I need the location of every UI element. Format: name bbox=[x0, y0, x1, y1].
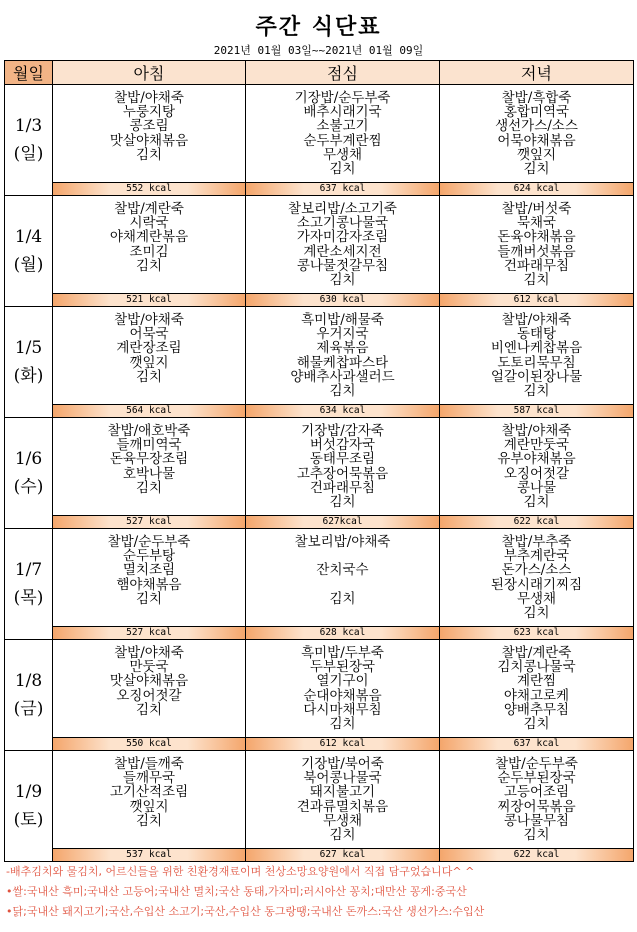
dish-item: 견과류멸치볶음 bbox=[296, 798, 389, 815]
dish-item: 찰밥/버섯죽 bbox=[501, 201, 572, 217]
dish-item: 김치 bbox=[135, 146, 163, 163]
day-date: 1/3 bbox=[14, 116, 43, 136]
breakfast-dishes bbox=[53, 418, 245, 515]
lunch-kcal-bar: 627 kcal bbox=[246, 848, 439, 861]
dish-item: 호박나물 bbox=[122, 465, 176, 482]
dish-item: 찰밥/야채죽 bbox=[114, 645, 184, 661]
lunch-kcal-bar: 630 kcal bbox=[246, 293, 439, 306]
dish-item: 찰밥/순두부죽 bbox=[495, 756, 578, 772]
dish-item: 흑미밥/해물죽 bbox=[301, 312, 384, 328]
dish-item: 찰밥/계란죽 bbox=[114, 201, 184, 217]
header-row bbox=[5, 61, 634, 85]
dish-item: 콩나물젓갈무침 bbox=[296, 257, 389, 274]
day-cell bbox=[5, 418, 53, 529]
day-cell bbox=[5, 196, 53, 307]
day-weekday: (수) bbox=[13, 477, 44, 497]
dish-item: 누룽지탕 bbox=[122, 104, 176, 121]
dish-item: 콩조림 bbox=[129, 118, 169, 135]
day-cell bbox=[5, 529, 53, 640]
day-date: 1/5 bbox=[14, 338, 43, 358]
dinner-cell bbox=[440, 418, 634, 529]
breakfast-dishes bbox=[53, 85, 245, 182]
dish-item: 열기구이 bbox=[316, 673, 369, 690]
dish-item: 김치 bbox=[523, 383, 550, 400]
dish-item: 부추계란국 bbox=[503, 548, 570, 565]
dinner-cell bbox=[440, 751, 634, 862]
dinner-dishes bbox=[440, 307, 633, 404]
dinner-kcal-bar: 624 kcal bbox=[440, 182, 633, 195]
dish-item: 해물케찹파스타 bbox=[296, 354, 389, 371]
breakfast-kcal-bar: 527 kcal bbox=[53, 626, 245, 639]
dish-item: 홍합미역국 bbox=[503, 104, 570, 121]
breakfast-dishes bbox=[53, 196, 245, 293]
dish-item: 김치 bbox=[329, 161, 356, 178]
dinner-kcal-bar: 622 kcal bbox=[440, 515, 633, 528]
dish-item: 제육볶음 bbox=[316, 340, 369, 357]
dish-item: 김치 bbox=[523, 161, 550, 178]
dish-item: 깻잎지 bbox=[516, 146, 557, 163]
breakfast-cell bbox=[53, 307, 246, 418]
day-date: 1/7 bbox=[14, 560, 43, 580]
day-cell bbox=[5, 751, 53, 862]
lunch-cell bbox=[246, 307, 440, 418]
dish-item: 김치 bbox=[135, 812, 163, 829]
breakfast-cell bbox=[53, 751, 246, 862]
dish-item: 찰밥/애호박죽 bbox=[107, 423, 191, 439]
lunch-cell bbox=[246, 529, 440, 640]
dish-item bbox=[246, 578, 439, 592]
dish-item: 찰밥/야채죽 bbox=[114, 312, 184, 328]
lunch-kcal-bar: 627kcal bbox=[246, 515, 439, 528]
dish-item: 김치 bbox=[329, 716, 356, 733]
lunch-cell bbox=[246, 85, 440, 196]
dish-item: 어묵국 bbox=[129, 326, 169, 343]
dish-item: 김치 bbox=[135, 701, 163, 718]
dish-item: 돼지불고기 bbox=[309, 784, 376, 801]
lunch-dishes bbox=[246, 418, 439, 515]
header-breakfast: 아침 bbox=[53, 61, 246, 85]
dish-item: 찰밥/부추죽 bbox=[501, 534, 572, 550]
lunch-kcal-bar: 612 kcal bbox=[246, 737, 439, 750]
day-weekday: (토) bbox=[13, 810, 44, 830]
dinner-dishes bbox=[440, 196, 633, 293]
dish-item: 김치 bbox=[329, 827, 356, 844]
note-line: -배추김치와 물김치, 어르신들을 위한 친환경재료이며 천상소망요양원에서 직접 담구었습니다^ ^ bbox=[6, 865, 475, 878]
dish-item: 찰보리밥/소고기죽 bbox=[288, 201, 397, 217]
day-weekday: (일) bbox=[13, 144, 44, 164]
menu-table bbox=[4, 60, 634, 862]
header-dinner: 저녁 bbox=[440, 61, 634, 85]
dish-item: 배추시래기국 bbox=[303, 104, 382, 121]
date-range: 2021년 01월 03일~~2021년 01월 09일 bbox=[213, 44, 424, 57]
dish-item: 다시마채무침 bbox=[303, 701, 382, 718]
dish-item: 돈가스/소스 bbox=[501, 562, 572, 579]
breakfast-cell bbox=[53, 640, 246, 751]
dish-item: 콩나물 bbox=[516, 479, 557, 496]
dish-item: 고추장어묵볶음 bbox=[296, 465, 389, 482]
dish-item: 김치 bbox=[523, 827, 550, 844]
dish-item: 건파래무침 bbox=[503, 257, 570, 274]
dish-item: 고기산적조림 bbox=[109, 784, 189, 801]
dish-item: 무생채 bbox=[322, 812, 363, 829]
dish-item: 김치 bbox=[329, 383, 356, 400]
dish-item: 계란찜 bbox=[516, 673, 557, 690]
breakfast-kcal-bar: 527 kcal bbox=[53, 515, 245, 528]
dish-item: 도토리묵무침 bbox=[497, 354, 576, 371]
dish-item: 김치 bbox=[329, 272, 356, 289]
breakfast-dishes bbox=[53, 529, 245, 626]
header-lunch: 점심 bbox=[246, 61, 440, 85]
dish-item: 무생채 bbox=[322, 146, 363, 163]
breakfast-cell bbox=[53, 85, 246, 196]
page-title: 주간 식단표 bbox=[255, 14, 382, 40]
dish-item: 김치 bbox=[523, 605, 550, 622]
day-row bbox=[5, 529, 634, 640]
lunch-cell bbox=[246, 196, 440, 307]
dish-item: 생선가스/소스 bbox=[495, 118, 578, 135]
breakfast-dishes bbox=[53, 640, 245, 737]
dish-item: 찰밥/야채죽 bbox=[501, 423, 572, 439]
dish-item: 만둣국 bbox=[129, 659, 169, 676]
dinner-kcal-bar: 623 kcal bbox=[440, 626, 633, 639]
day-row bbox=[5, 418, 634, 529]
dish-item: 야채계란볶음 bbox=[109, 229, 189, 246]
dinner-cell bbox=[440, 307, 634, 418]
dish-item: 기장밥/감자죽 bbox=[301, 423, 384, 439]
dinner-cell bbox=[440, 196, 634, 307]
breakfast-kcal-bar: 550 kcal bbox=[53, 737, 245, 750]
dish-item: 오징어젓갈 bbox=[116, 687, 182, 704]
dish-item: 두부된장국 bbox=[309, 659, 376, 676]
dish-item: 묵채국 bbox=[516, 215, 557, 232]
day-row bbox=[5, 751, 634, 862]
dish-item: 김치 bbox=[329, 494, 356, 511]
dish-item: 순두부계란찜 bbox=[303, 132, 382, 149]
breakfast-kcal-bar: 564 kcal bbox=[53, 404, 245, 417]
lunch-dishes bbox=[246, 751, 439, 848]
dish-item: 고등어조림 bbox=[503, 784, 570, 801]
day-weekday: (화) bbox=[13, 366, 44, 386]
dinner-cell bbox=[440, 85, 634, 196]
dish-item: 순두부탕 bbox=[122, 548, 176, 565]
dish-item: 북어콩나물국 bbox=[303, 770, 382, 787]
dish-item: 순두부된장국 bbox=[497, 770, 576, 787]
day-row bbox=[5, 85, 634, 196]
day-cell bbox=[5, 640, 53, 751]
dish-item: 김치 bbox=[135, 590, 163, 607]
dish-item: 김치 bbox=[135, 257, 163, 274]
dish-item: 버섯감자국 bbox=[309, 437, 376, 454]
dish-item: 시락국 bbox=[129, 215, 169, 232]
day-row bbox=[5, 196, 634, 307]
dinner-kcal-bar: 622 kcal bbox=[440, 848, 633, 861]
dish-item: 들깨버섯볶음 bbox=[497, 243, 576, 260]
dish-item: 깻잎지 bbox=[129, 798, 169, 815]
dish-item: 들깨무국 bbox=[122, 770, 176, 787]
dish-item: 얼갈이된장나물 bbox=[490, 368, 583, 385]
dish-item: 멸치조림 bbox=[122, 562, 176, 579]
dinner-cell bbox=[440, 640, 634, 751]
dinner-kcal-bar: 612 kcal bbox=[440, 293, 633, 306]
dish-item: 계란소세지전 bbox=[303, 243, 382, 260]
dish-item: 동태탕 bbox=[516, 326, 557, 343]
lunch-dishes bbox=[246, 640, 439, 737]
lunch-cell bbox=[246, 751, 440, 862]
dish-item: 가자미감자조림 bbox=[296, 229, 389, 246]
lunch-cell bbox=[246, 418, 440, 529]
dish-item: 우거지국 bbox=[316, 326, 369, 343]
dish-item: 들깨미역국 bbox=[116, 437, 182, 454]
dish-item: 소불고기 bbox=[316, 118, 369, 135]
dinner-dishes bbox=[440, 640, 633, 737]
breakfast-kcal-bar: 552 kcal bbox=[53, 182, 245, 195]
dish-item: 기장밥/북어죽 bbox=[301, 756, 384, 772]
day-row bbox=[5, 640, 634, 751]
dish-item: 돈육야채볶음 bbox=[497, 229, 576, 246]
dinner-dishes bbox=[440, 751, 633, 848]
dish-item: 햄야채볶음 bbox=[116, 576, 182, 593]
lunch-kcal-bar: 637 kcal bbox=[246, 182, 439, 195]
day-date: 1/4 bbox=[14, 227, 43, 247]
lunch-kcal-bar: 628 kcal bbox=[246, 626, 439, 639]
dish-item: 양배추사과샐러드 bbox=[290, 368, 395, 385]
dish-item: 맛살야채볶음 bbox=[109, 673, 189, 690]
dish-item: 기장밥/순두부죽 bbox=[294, 90, 391, 106]
day-date: 1/8 bbox=[14, 671, 43, 691]
dinner-kcal-bar: 637 kcal bbox=[440, 737, 633, 750]
dish-item: 김치 bbox=[135, 479, 163, 496]
breakfast-dishes bbox=[53, 751, 245, 848]
day-weekday: (목) bbox=[13, 588, 44, 608]
breakfast-dishes bbox=[53, 307, 245, 404]
notes bbox=[6, 862, 631, 922]
note-line: •쌀:국내산 흑미;국내산 고등어;국내산 멸치;국산 동태,가자미;러시아산 꽁치;대만산 꽁게:중국산 bbox=[6, 885, 467, 898]
note-line: •닭;국내산 돼지고기;국산,수입산 소고기;국산,수입산 동그랑땡;국내산 돈까스:국산 생선가스:수입산 bbox=[6, 905, 485, 918]
dish-item: 소고기콩나물국 bbox=[296, 215, 389, 232]
dish-item: 동태무조림 bbox=[309, 451, 376, 468]
dish-item: 찰밥/들깨죽 bbox=[114, 756, 184, 772]
dish-item: 찰밥/순두부죽 bbox=[107, 534, 191, 550]
dish-item: 비엔나케찹볶음 bbox=[490, 340, 583, 357]
dish-item: 찰밥/계란죽 bbox=[501, 645, 572, 661]
lunch-dishes bbox=[246, 196, 439, 293]
lunch-dishes bbox=[246, 529, 439, 626]
dish-item: 맛살야채볶음 bbox=[109, 132, 189, 149]
dish-item: 무생채 bbox=[516, 590, 557, 607]
breakfast-kcal-bar: 521 kcal bbox=[53, 293, 245, 306]
dish-item: 찌장어묵볶음 bbox=[497, 798, 576, 815]
breakfast-cell bbox=[53, 529, 246, 640]
lunch-dishes bbox=[246, 85, 439, 182]
dish-item: 된장시래기찌짐 bbox=[490, 576, 583, 593]
dish-item: 찰밥/흑합죽 bbox=[501, 90, 572, 106]
dish-item: 오징어젓갈 bbox=[503, 465, 570, 482]
lunch-dishes bbox=[246, 307, 439, 404]
day-row bbox=[5, 307, 634, 418]
dish-item: 조미김 bbox=[129, 243, 169, 260]
lunch-cell bbox=[246, 640, 440, 751]
dish-item: 잔치국수 bbox=[316, 562, 369, 579]
lunch-kcal-bar: 634 kcal bbox=[246, 404, 439, 417]
dish-item: 찰보리밥/야채죽 bbox=[294, 534, 391, 550]
dinner-kcal-bar: 587 kcal bbox=[440, 404, 633, 417]
day-weekday: (월) bbox=[13, 255, 44, 275]
day-date: 1/6 bbox=[14, 449, 43, 469]
dish-item: 콩나물무침 bbox=[503, 812, 570, 829]
breakfast-kcal-bar: 537 kcal bbox=[53, 848, 245, 861]
header-day: 월일 bbox=[5, 61, 53, 85]
dish-item: 양배추무침 bbox=[503, 701, 570, 718]
day-date: 1/9 bbox=[14, 782, 43, 802]
dish-item: 깻잎지 bbox=[129, 354, 169, 371]
dish-item: 김치 bbox=[523, 272, 550, 289]
day-cell bbox=[5, 307, 53, 418]
dish-item: 돈육무장조림 bbox=[109, 451, 189, 468]
day-cell bbox=[5, 85, 53, 196]
day-weekday: (금) bbox=[13, 699, 44, 719]
dish-item: 계란장조림 bbox=[116, 340, 182, 357]
dinner-cell bbox=[440, 529, 634, 640]
dish-item: 야채고로케 bbox=[503, 687, 570, 704]
dinner-dishes bbox=[440, 85, 633, 182]
dish-item: 김치콩나물국 bbox=[497, 659, 576, 676]
dish-item: 계란만둣국 bbox=[503, 437, 570, 454]
dish-item: 어묵야채볶음 bbox=[497, 132, 576, 149]
dish-item: 김치 bbox=[523, 716, 550, 733]
dinner-dishes bbox=[440, 418, 633, 515]
dish-item: 김치 bbox=[523, 494, 550, 511]
breakfast-cell bbox=[53, 196, 246, 307]
breakfast-cell bbox=[53, 418, 246, 529]
dinner-dishes bbox=[440, 529, 633, 626]
dish-item: 찰밥/야채죽 bbox=[501, 312, 572, 328]
dish-item: 흑미밥/두부죽 bbox=[301, 645, 384, 661]
dish-item: 건파래무침 bbox=[309, 479, 376, 496]
dish-item: 김치 bbox=[135, 368, 163, 385]
dish-item: 유부야채볶음 bbox=[497, 451, 576, 468]
dish-item: 찰밥/야채죽 bbox=[114, 90, 184, 106]
dish-item: 순대야채볶음 bbox=[303, 687, 382, 704]
dish-item: 김치 bbox=[329, 590, 356, 607]
